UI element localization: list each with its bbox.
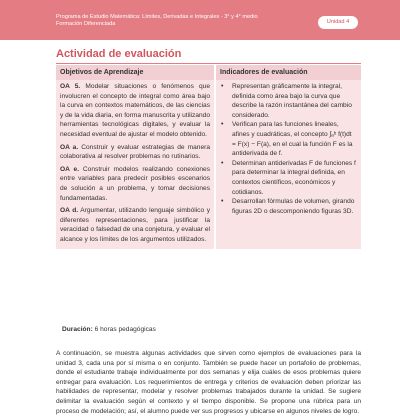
table-header-row [56, 65, 361, 80]
indicators-cell [215, 80, 361, 249]
objectives-header: Objetivos de Aprendizaje [56, 65, 215, 80]
program-title [56, 14, 326, 28]
indicator-item: • Determinan antiderivadas F de funciones f para determinar la integral definida, en contextos científicos, económicos y cotidianos. [220, 159, 357, 197]
objective-text: Modelar situaciones o fenómenos que involucren el concepto de integral como área bajo la curva en contextos matemáticos, de las ciencias y de la vida diaria, en forma manuscrita y utilizando herramientas tecnológicas digitales, y evaluar la necesidad eventual de ajustar el modelo obtenido. [60, 83, 210, 138]
table-row [56, 80, 361, 249]
objective-item [60, 165, 210, 203]
duration [62, 325, 156, 334]
duration-value: 6 horas pedagógicas [94, 326, 156, 333]
objectives-cell [56, 80, 215, 249]
program-title-line2: Formación Diferenciada [56, 21, 116, 27]
indicators-header: Indicadores de evaluación [215, 65, 361, 80]
header-banner [0, 0, 400, 40]
evaluation-table [56, 65, 361, 249]
objective-item [60, 143, 210, 162]
indicator-item: • Desarrollan fórmulas de volumen, girando figuras 2D o descomponiendo figuras 3D. [220, 197, 357, 216]
section-title: Actividad de evaluación [56, 48, 182, 60]
indicator-list [220, 82, 357, 216]
objective-text: Construir y evaluar estrategias de manera colaborativa al resolver problemas no rutinarios. [60, 143, 210, 161]
objective-text: Argumentar, utilizando lenguaje simbólico y diferentes representaciones, para justificar la veracidad o falsedad de una conjetura, y evaluar el alcance y los límites de los argumentos utilizados. [60, 207, 211, 243]
objective-item [60, 206, 210, 244]
indicator-item: • Representan gráficamente la integral, definida como área bajo la curva que describe la razón instantánea del cambio considerado. [220, 82, 357, 120]
objective-code: OA e. [60, 165, 80, 173]
title-divider [56, 63, 361, 64]
program-title-line1: Programa de Estudio Matemática: Límites, Derivadas e Integrales - 3° y 4° medio [56, 14, 258, 20]
objective-code: OA 5. [60, 83, 81, 90]
objective-item [60, 82, 210, 140]
unit-badge: Unidad 4 [318, 16, 358, 29]
duration-label: Duración: [62, 326, 93, 333]
objective-text: Construir modelos realizando conexiones entre variables para predecir posibles escenarios de solución a un problema, y tomar decisiones fundamentadas. [60, 165, 211, 202]
indicator-item: • Verifican para las funciones lineales, afines y cuadráticas, el concepto ∫ₐᵇ f(t)dt = F(x) − F(a), en el cual la función F es la antiderivada de f. [220, 120, 357, 158]
body-paragraph: A continuación, se muestra algunas actividades que sirven como ejemplos de evaluaciones para la unidad 3, cada una por sí misma o en conjunto. También se puede hacer un portafolio de problemas, donde el estudiante trabaje individualmente por dos semanas y elija cuáles de esos problemas quiere entregar para evaluación. Los requerimientos de entrega y criterios de evaluación deben priorizar las habilidades de representar, modelar y resolver problemas trabajados durante la unidad. Se sugiere delimitar la evaluación según el contexto y el tiempo disponible. Se propone una rúbrica para un proceso de modelación; así, el alumno puede ver sus progresos y ubicarse en algunos niveles de logro. [56, 350, 361, 415]
objective-code: OA a. [60, 143, 79, 151]
objective-code: OA d. [60, 207, 79, 215]
